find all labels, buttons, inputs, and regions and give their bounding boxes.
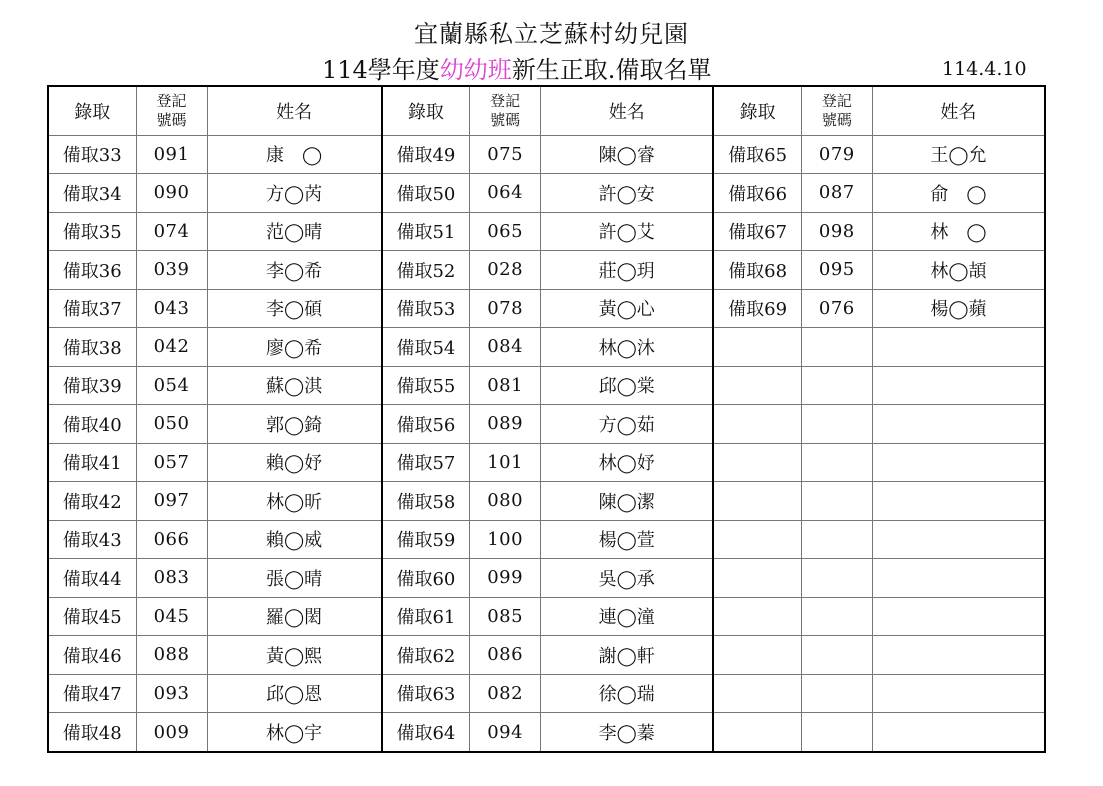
registration-number-cell: 054 [136,366,207,405]
header-row [383,87,713,135]
table-row [714,443,1044,482]
table-row [383,174,713,213]
name-cell: 俞 ◯ [872,174,1044,213]
table-row [714,482,1044,521]
registration-number-cell: 082 [470,674,541,713]
title-suffix: 新生正取.備取名單 [511,56,712,84]
name-cell: 林◯頡 [872,251,1044,290]
name-cell: 黃◯熙 [207,636,381,675]
header-row [49,87,381,135]
registration-number-cell [801,597,872,636]
table-row [49,212,381,251]
name-cell: 王◯允 [872,135,1044,174]
rank-cell: 備取52 [383,251,470,290]
header-reg-line1: 登記 [821,91,852,110]
rank-cell: 備取35 [49,212,136,251]
name-cell: 賴◯威 [207,520,381,559]
name-cell [872,713,1044,752]
registration-number-cell: 090 [136,174,207,213]
class-name: 幼幼班 [439,56,512,84]
rank-cell: 備取69 [714,289,801,328]
rank-cell [714,597,801,636]
name-cell: 林 ◯ [872,212,1044,251]
name-cell [872,405,1044,444]
title-year: 114學年度 [322,56,440,84]
header-name: 姓名 [872,87,1044,135]
header-registration-number [136,87,207,135]
rank-cell: 備取58 [383,482,470,521]
name-cell: 楊◯萱 [541,520,713,559]
table-row [49,674,381,713]
name-cell: 莊◯玥 [541,251,713,290]
registration-number-cell: 045 [136,597,207,636]
registration-number-cell [801,520,872,559]
table-row [49,405,381,444]
registration-number-cell [801,405,872,444]
name-cell: 連◯潼 [541,597,713,636]
registration-number-cell [801,482,872,521]
registration-number-cell: 074 [136,212,207,251]
registration-number-cell: 095 [801,251,872,290]
rank-cell: 備取62 [383,636,470,675]
table-row [714,559,1044,598]
rank-cell: 備取47 [49,674,136,713]
header-rank: 錄取 [49,87,136,135]
rank-cell: 備取40 [49,405,136,444]
table-row [383,289,713,328]
table-row [714,174,1044,213]
table-row [714,713,1044,752]
table-row [714,251,1044,290]
header-name: 姓名 [207,87,381,135]
registration-number-cell: 093 [136,674,207,713]
table-row [383,135,713,174]
header-reg-line2: 號碼 [156,110,187,129]
name-cell: 邱◯恩 [207,674,381,713]
name-cell: 林◯宇 [207,713,381,752]
rank-cell [714,328,801,367]
rank-cell [714,443,801,482]
name-cell: 李◯希 [207,251,381,290]
registration-number-cell: 080 [470,482,541,521]
rank-cell [714,520,801,559]
registration-number-cell: 028 [470,251,541,290]
table-row [383,713,713,752]
registration-number-cell: 042 [136,328,207,367]
table-row [383,520,713,559]
table-row [49,713,381,752]
table-row [49,251,381,290]
rank-cell: 備取34 [49,174,136,213]
registration-number-cell: 075 [470,135,541,174]
table-row [383,251,713,290]
registration-number-cell: 085 [470,597,541,636]
name-cell: 吳◯承 [541,559,713,598]
table-row [383,636,713,675]
registration-number-cell: 065 [470,212,541,251]
registration-number-cell: 086 [470,636,541,675]
registration-number-cell: 076 [801,289,872,328]
rank-cell: 備取42 [49,482,136,521]
table-block-2 [381,87,713,751]
name-cell [872,559,1044,598]
header-registration-number [470,87,541,135]
name-cell [872,674,1044,713]
registration-number-cell: 101 [470,443,541,482]
name-cell: 陳◯睿 [541,135,713,174]
name-cell: 康 ◯ [207,135,381,174]
table-row [714,520,1044,559]
registration-number-cell [801,636,872,675]
table-row [383,443,713,482]
registration-number-cell [801,674,872,713]
header-row [714,87,1044,135]
list-title [322,50,711,85]
registration-number-cell: 089 [470,405,541,444]
registration-number-cell: 081 [470,366,541,405]
name-cell: 陳◯潔 [541,482,713,521]
table-row [49,135,381,174]
table-row [383,212,713,251]
rank-cell: 備取53 [383,289,470,328]
rank-cell: 備取55 [383,366,470,405]
registration-number-cell: 100 [470,520,541,559]
name-cell: 許◯艾 [541,212,713,251]
table-row [49,559,381,598]
name-cell [872,482,1044,521]
registration-number-cell [801,366,872,405]
table-row [49,520,381,559]
table-row [49,328,381,367]
name-cell: 林◯沐 [541,328,713,367]
rank-cell: 備取50 [383,174,470,213]
header-rank: 錄取 [383,87,470,135]
rank-cell: 備取48 [49,713,136,752]
table-row [383,366,713,405]
name-cell: 楊◯蘋 [872,289,1044,328]
rank-cell: 備取37 [49,289,136,328]
registration-number-cell: 097 [136,482,207,521]
registration-number-cell: 091 [136,135,207,174]
table-row [714,328,1044,367]
name-cell: 黃◯心 [541,289,713,328]
table-row [714,212,1044,251]
table-row [49,597,381,636]
rank-cell: 備取51 [383,212,470,251]
name-cell: 林◯昕 [207,482,381,521]
rank-cell: 備取63 [383,674,470,713]
registration-number-cell: 083 [136,559,207,598]
rank-cell [714,366,801,405]
header-reg-line1: 登記 [156,91,187,110]
registration-number-cell: 098 [801,212,872,251]
registration-number-cell: 079 [801,135,872,174]
rank-cell [714,636,801,675]
waitlist-sheet [47,85,1046,753]
name-cell [872,443,1044,482]
table-row [383,559,713,598]
name-cell: 廖◯希 [207,328,381,367]
rank-cell: 備取60 [383,559,470,598]
registration-number-cell: 078 [470,289,541,328]
rank-cell: 備取59 [383,520,470,559]
name-cell [872,328,1044,367]
name-cell: 蘇◯淇 [207,366,381,405]
registration-number-cell: 057 [136,443,207,482]
rank-cell: 備取57 [383,443,470,482]
registration-number-cell: 050 [136,405,207,444]
table-block-3 [712,87,1044,751]
table-row [714,366,1044,405]
name-cell: 林◯妤 [541,443,713,482]
name-cell: 張◯晴 [207,559,381,598]
rank-cell [714,405,801,444]
rank-cell: 備取49 [383,135,470,174]
rank-cell: 備取33 [49,135,136,174]
name-cell: 郭◯錡 [207,405,381,444]
rank-cell [714,559,801,598]
name-cell: 邱◯棠 [541,366,713,405]
rank-cell [714,482,801,521]
rank-cell: 備取56 [383,405,470,444]
registration-number-cell: 009 [136,713,207,752]
rank-cell: 備取41 [49,443,136,482]
registration-number-cell: 066 [136,520,207,559]
rank-cell: 備取54 [383,328,470,367]
table-row [383,405,713,444]
registration-number-cell: 084 [470,328,541,367]
registration-number-cell: 043 [136,289,207,328]
rank-cell: 備取44 [49,559,136,598]
registration-number-cell: 094 [470,713,541,752]
rank-cell: 備取67 [714,212,801,251]
list-date: 114.4.10 [942,58,1027,80]
name-cell: 賴◯妤 [207,443,381,482]
name-cell: 李◯蓁 [541,713,713,752]
header-reg-line2: 號碼 [490,110,521,129]
header-reg-line2: 號碼 [821,110,852,129]
registration-number-cell: 088 [136,636,207,675]
rank-cell: 備取45 [49,597,136,636]
name-cell: 羅◯閎 [207,597,381,636]
registration-number-cell: 039 [136,251,207,290]
name-cell: 徐◯瑞 [541,674,713,713]
waitlist-table [714,87,1044,751]
table-row [49,636,381,675]
rank-cell: 備取65 [714,135,801,174]
registration-number-cell [801,443,872,482]
name-cell: 范◯晴 [207,212,381,251]
name-cell: 方◯茹 [541,405,713,444]
rank-cell: 備取61 [383,597,470,636]
table-row [49,289,381,328]
name-cell [872,597,1044,636]
table-row [49,443,381,482]
name-cell [872,520,1044,559]
table-row [714,135,1044,174]
name-cell: 許◯安 [541,174,713,213]
registration-number-cell [801,713,872,752]
rank-cell: 備取46 [49,636,136,675]
name-cell: 謝◯軒 [541,636,713,675]
registration-number-cell [801,328,872,367]
header-reg-line1: 登記 [490,91,521,110]
rank-cell: 備取68 [714,251,801,290]
table-row [714,597,1044,636]
table-row [714,289,1044,328]
table-row [714,636,1044,675]
table-row [383,482,713,521]
rank-cell: 備取38 [49,328,136,367]
school-name: 宜蘭縣私立芝蘇村幼兒園 [414,20,689,48]
registration-number-cell: 099 [470,559,541,598]
waitlist-table [383,87,713,751]
name-cell [872,366,1044,405]
table-row [714,405,1044,444]
name-cell [872,636,1044,675]
registration-number-cell [801,559,872,598]
table-block-1 [49,87,381,751]
table-row [49,482,381,521]
header-registration-number [801,87,872,135]
rank-cell: 備取39 [49,366,136,405]
header-rank: 錄取 [714,87,801,135]
table-row [383,597,713,636]
name-cell: 方◯芮 [207,174,381,213]
rank-cell: 備取64 [383,713,470,752]
registration-number-cell: 064 [470,174,541,213]
registration-number-cell: 087 [801,174,872,213]
table-row [383,674,713,713]
table-row [49,366,381,405]
rank-cell: 備取36 [49,251,136,290]
table-row [49,174,381,213]
rank-cell [714,674,801,713]
waitlist-table [49,87,381,751]
table-row [383,328,713,367]
table-row [714,674,1044,713]
header-name: 姓名 [541,87,713,135]
rank-cell: 備取43 [49,520,136,559]
rank-cell [714,713,801,752]
name-cell: 李◯碩 [207,289,381,328]
rank-cell: 備取66 [714,174,801,213]
